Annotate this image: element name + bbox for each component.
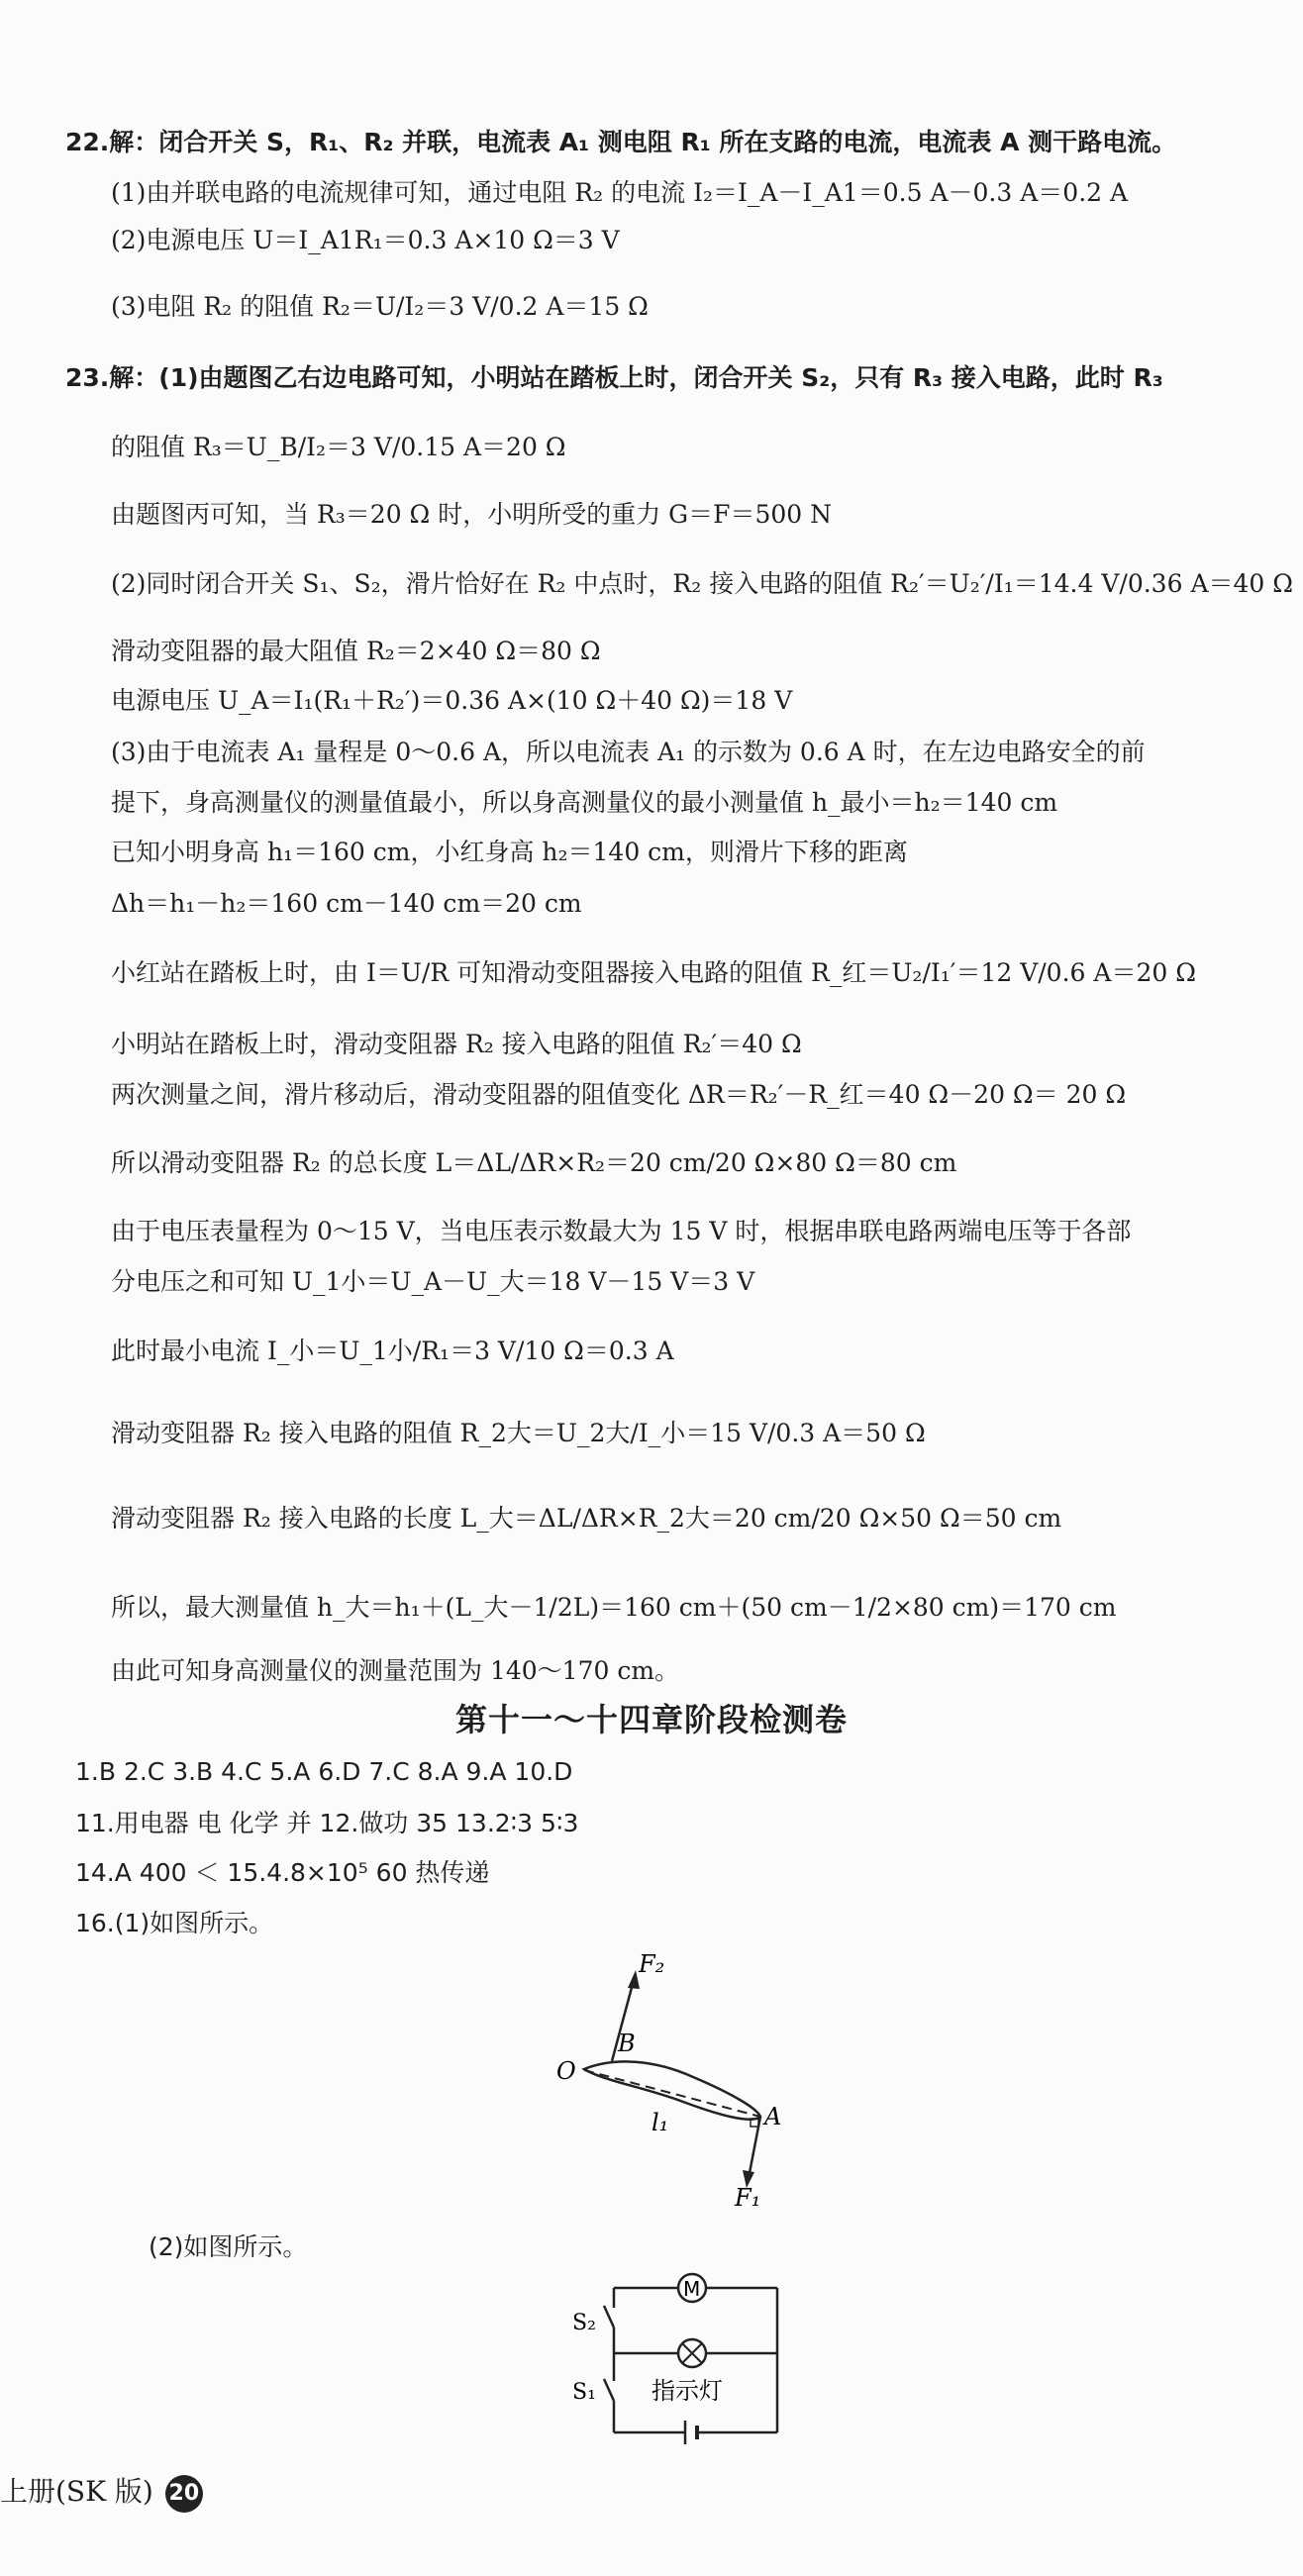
switch-s1-blade [604,2379,614,2401]
q23-line12: 两次测量之间，滑片移动后，滑动变阻器的阻值变化 ΔR＝R₂′－R_红＝40 Ω－20 Ω＝ 20 Ω [111,1080,1127,1109]
q23-line11: 小明站在踏板上时，滑动变阻器 R₂ 接入电路的阻值 R₂′＝40 Ω [111,1030,802,1058]
q23-line8: 已知小明身高 h₁＝160 cm，小红身高 h₂＝140 cm，则滑片下移的距离 [111,838,908,866]
q23-line6: (3)由于电流表 A₁ 量程是 0～0.6 A，所以电流表 A₁ 的示数为 0.6 A 时，在左边电路安全的前 [111,738,1146,766]
circuit-figure [554,2272,812,2450]
answers-row3: 14.A 400 ＜ 15.4.8×10⁵ 60 热传递 [75,1858,490,1887]
label-s1: S₁ [572,2380,596,2405]
motor-label: M [683,2277,701,2301]
q22-part3: (3)电阻 R₂ 的阻值 R₂＝U/I₂＝3 V/0.2 A＝15 Ω [111,292,649,321]
q23-line9: Δh＝h₁－h₂＝160 cm－140 cm＝20 cm [111,889,582,918]
label-a: A [764,2103,782,2130]
q22-part2: (2)电源电压 U＝I_A1R₁＝0.3 A×10 Ω＝3 V [111,226,620,254]
answers-row1: 1.B 2.C 3.B 4.C 5.A 6.D 7.C 8.A 9.A 10.D [75,1757,573,1786]
q22-part1: (1)由并联电路的电流规律可知，通过电阻 R₂ 的电流 I₂＝I_A－I_A1＝0.5 A－0.3 A＝0.2 A [111,178,1129,207]
q23-line20: 由此可知身高测量仪的测量范围为 140～170 cm。 [111,1656,680,1685]
q23-line7: 提下，身高测量仪的测量值最小，所以身高测量仪的最小测量值 h_最小＝h₂＝140 cm [111,788,1058,817]
section-title: 第十一～十四章阶段检测卷 [454,1701,848,1738]
q23-line16: 此时最小电流 I_小＝U_1小/R₁＝3 V/10 Ω＝0.3 A [111,1337,674,1365]
answers-row4: 16.(1)如图所示。 [75,1909,274,1937]
q23-line17: 滑动变阻器 R₂ 接入电路的阻值 R_2大＝U_2大/I_小＝15 V/0.3 A＝50 Ω [111,1419,926,1447]
q22-title: 22.解：闭合开关 S，R₁、R₂ 并联，电流表 A₁ 测电阻 R₁ 所在支路的电流，电流表 A 测干路电流。 [65,128,1177,156]
lever-body [584,2061,760,2119]
label-l1: l₁ [652,2109,669,2136]
footer-text: 上册(SK 版) [0,2475,153,2508]
q23-line2: 由题图丙可知，当 R₃＝20 Ω 时，小明所受的重力 G＝F＝500 N [111,500,833,529]
q23-line5: 电源电压 U_A＝I₁(R₁＋R₂′)＝0.36 A×(10 Ω＋40 Ω)＝18 V [111,686,793,715]
label-f2: F₂ [639,1950,665,1978]
q23-line14: 由于电压表量程为 0～15 V，当电压表示数最大为 15 V 时，根据串联电路两端电压等于各部 [111,1217,1132,1245]
lever-figure [535,1940,812,2208]
q23-title: 23.解：(1)由题图乙右边电路可知，小明站在踏板上时，闭合开关 S₂，只有 R₃ 接入电路，此时 R₃ [65,363,1163,392]
label-f1: F₁ [735,2184,761,2208]
lamp-text: 指示灯 [652,2377,723,2405]
q23-line19: 所以，最大测量值 h_大＝h₁＋(L_大－1/2L)＝160 cm＋(50 cm－1/2×80 cm)＝170 cm [111,1593,1117,1622]
lever-arm-dashed [584,2070,760,2117]
label-b: B [618,2030,636,2057]
switch-s2-blade [604,2306,614,2328]
q23-line3: (2)同时闭合开关 S₁、S₂，滑片恰好在 R₂ 中点时，R₂ 接入电路的阻值 R₂′＝U₂′/I₁＝14.4 V/0.36 A＝40 Ω [111,569,1293,598]
q23-line10: 小红站在踏板上时，由 I＝U/R 可知滑动变阻器接入电路的阻值 R_红＝U₂/I₁′＝12 V/0.6 A＝20 Ω [111,958,1196,987]
q23-line13: 所以滑动变阻器 R₂ 的总长度 L＝ΔL/ΔR×R₂＝20 cm/20 Ω×80 Ω＝80 cm [111,1148,957,1177]
footer [0,2470,203,2513]
answers-row5: (2)如图所示。 [149,2232,308,2261]
label-o: O [556,2057,576,2085]
q23-line18: 滑动变阻器 R₂ 接入电路的长度 L_大＝ΔL/ΔR×R_2大＝20 cm/20 Ω×50 Ω＝50 cm [111,1504,1062,1533]
page-number-badge: 20 [165,2475,203,2513]
label-s2: S₂ [572,2311,596,2335]
answers-row2: 11.用电器 电 化学 并 12.做功 35 13.2∶3 5∶3 [75,1809,579,1837]
q23-line1: 的阻值 R₃＝U_B/I₂＝3 V/0.15 A＝20 Ω [111,433,566,461]
q23-line15: 分电压之和可知 U_1小＝U_A－U_大＝18 V－15 V＝3 V [111,1267,755,1296]
q23-line4: 滑动变阻器的最大阻值 R₂＝2×40 Ω＝80 Ω [111,637,601,665]
